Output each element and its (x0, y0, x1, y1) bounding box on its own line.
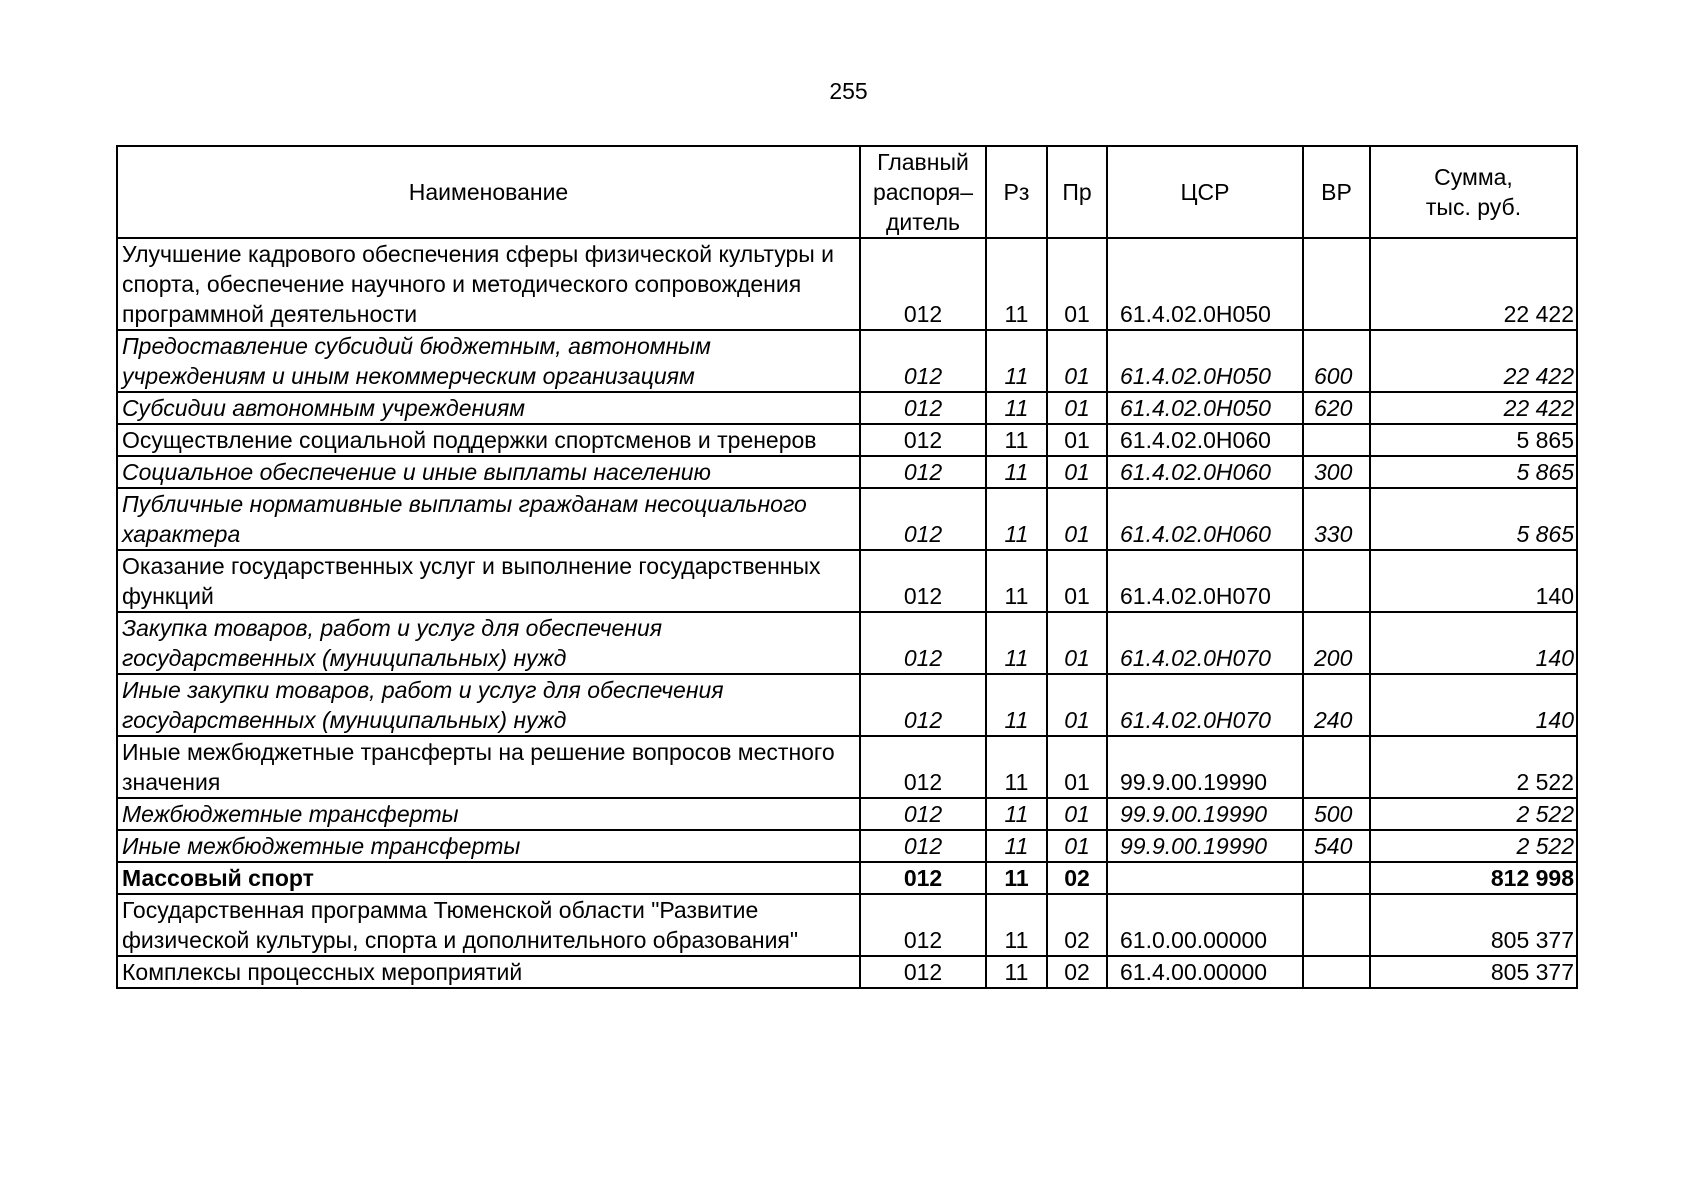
table-row (117, 612, 1577, 674)
row-main-manager: 012 (860, 550, 986, 612)
row-name: Иные закупки товаров, работ и услуг для обеспечения государственных (муниципальных) нужд (117, 674, 860, 736)
header-main-manager (860, 146, 986, 238)
row-rz: 11 (986, 798, 1047, 830)
row-main-manager: 012 (860, 674, 986, 736)
row-rz: 11 (986, 488, 1047, 550)
row-name: Социальное обеспечение и иные выплаты населению (117, 456, 860, 488)
table-row (117, 736, 1577, 798)
row-rz: 11 (986, 956, 1047, 988)
table-row (117, 550, 1577, 612)
row-main-manager: 012 (860, 238, 986, 330)
row-pr: 01 (1047, 798, 1107, 830)
row-vr: 300 (1303, 456, 1370, 488)
table-header-row (117, 146, 1577, 238)
page-number: 255 (829, 78, 868, 104)
table-row (117, 830, 1577, 862)
row-name: Комплексы процессных мероприятий (117, 956, 860, 988)
row-main-manager: 012 (860, 488, 986, 550)
row-pr: 01 (1047, 736, 1107, 798)
header-pr: Пр (1047, 146, 1107, 238)
row-vr (1303, 894, 1370, 956)
row-pr: 01 (1047, 612, 1107, 674)
row-csr: 61.0.00.00000 (1107, 894, 1303, 956)
row-rz: 11 (986, 736, 1047, 798)
row-sum: 5 865 (1370, 456, 1577, 488)
row-vr (1303, 736, 1370, 798)
row-vr (1303, 424, 1370, 456)
row-vr (1303, 862, 1370, 894)
row-rz: 11 (986, 424, 1047, 456)
row-name: Субсидии автономным учреждениям (117, 392, 860, 424)
row-name: Оказание государственных услуг и выполнение государственных функций (117, 550, 860, 612)
header-rz: Рз (986, 146, 1047, 238)
row-pr: 02 (1047, 894, 1107, 956)
row-name: Иные межбюджетные трансферты на решение вопросов местного значения (117, 736, 860, 798)
row-name: Публичные нормативные выплаты гражданам несоциального характера (117, 488, 860, 550)
row-vr: 600 (1303, 330, 1370, 392)
row-sum: 140 (1370, 612, 1577, 674)
row-rz: 11 (986, 392, 1047, 424)
header-main-manager-line3: дитель (886, 209, 960, 235)
row-pr: 01 (1047, 550, 1107, 612)
row-csr (1107, 862, 1303, 894)
row-sum: 22 422 (1370, 330, 1577, 392)
row-vr: 330 (1303, 488, 1370, 550)
row-csr: 61.4.02.0Н070 (1107, 674, 1303, 736)
header-main-manager-line1: Главный (877, 149, 969, 175)
row-sum: 140 (1370, 550, 1577, 612)
row-csr: 61.4.02.0Н060 (1107, 488, 1303, 550)
row-vr (1303, 238, 1370, 330)
row-sum: 22 422 (1370, 392, 1577, 424)
row-csr: 61.4.02.0Н070 (1107, 612, 1303, 674)
row-vr: 500 (1303, 798, 1370, 830)
row-rz: 11 (986, 674, 1047, 736)
row-csr: 99.9.00.19990 (1107, 830, 1303, 862)
table-row (117, 424, 1577, 456)
row-csr: 61.4.02.0Н050 (1107, 330, 1303, 392)
row-csr: 61.4.02.0Н050 (1107, 238, 1303, 330)
table-row (117, 798, 1577, 830)
header-csr: ЦСР (1107, 146, 1303, 238)
row-name: Улучшение кадрового обеспечения сферы физической культуры и спорта, обеспечение научного и методического сопровождения программной деятельности (117, 238, 860, 330)
row-pr: 01 (1047, 238, 1107, 330)
row-csr: 61.4.02.0Н050 (1107, 392, 1303, 424)
table-row (117, 330, 1577, 392)
row-rz: 11 (986, 238, 1047, 330)
row-main-manager: 012 (860, 736, 986, 798)
row-pr: 02 (1047, 862, 1107, 894)
row-main-manager: 012 (860, 830, 986, 862)
row-pr: 01 (1047, 424, 1107, 456)
row-sum: 2 522 (1370, 798, 1577, 830)
row-main-manager: 012 (860, 330, 986, 392)
row-main-manager: 012 (860, 862, 986, 894)
row-main-manager: 012 (860, 392, 986, 424)
table-row (117, 392, 1577, 424)
row-pr: 01 (1047, 456, 1107, 488)
row-sum: 5 865 (1370, 488, 1577, 550)
row-pr: 01 (1047, 674, 1107, 736)
row-vr: 200 (1303, 612, 1370, 674)
header-sum-line2: тыс. руб. (1425, 194, 1522, 220)
row-vr: 540 (1303, 830, 1370, 862)
row-vr (1303, 956, 1370, 988)
row-name: Закупка товаров, работ и услуг для обеспечения государственных (муниципальных) нужд (117, 612, 860, 674)
row-main-manager: 012 (860, 424, 986, 456)
row-sum: 5 865 (1370, 424, 1577, 456)
row-main-manager: 012 (860, 456, 986, 488)
table-row (117, 456, 1577, 488)
row-rz: 11 (986, 862, 1047, 894)
header-sum-line1: Сумма, (1434, 164, 1513, 190)
header-name: Наименование (117, 146, 860, 238)
row-vr (1303, 550, 1370, 612)
row-sum: 812 998 (1370, 862, 1577, 894)
header-sum (1370, 146, 1577, 238)
row-name: Иные межбюджетные трансферты (117, 830, 860, 862)
table-body (117, 238, 1577, 988)
row-sum: 805 377 (1370, 956, 1577, 988)
row-main-manager: 012 (860, 612, 986, 674)
row-vr: 620 (1303, 392, 1370, 424)
row-pr: 01 (1047, 488, 1107, 550)
row-main-manager: 012 (860, 956, 986, 988)
row-pr: 01 (1047, 330, 1107, 392)
row-rz: 11 (986, 330, 1047, 392)
row-rz: 11 (986, 550, 1047, 612)
row-csr: 61.4.02.0Н060 (1107, 424, 1303, 456)
row-rz: 11 (986, 830, 1047, 862)
row-name: Государственная программа Тюменской области "Развитие физической культуры, спорта и дополнительного образования" (117, 894, 860, 956)
header-main-manager-line2: распоря– (872, 179, 974, 205)
table-row (117, 488, 1577, 550)
row-csr: 61.4.02.0Н070 (1107, 550, 1303, 612)
row-name: Предоставление субсидий бюджетным, автономным учреждениям и иным некоммерческим организациям (117, 330, 860, 392)
row-sum: 2 522 (1370, 830, 1577, 862)
table-row (117, 238, 1577, 330)
row-sum: 2 522 (1370, 736, 1577, 798)
row-sum: 140 (1370, 674, 1577, 736)
table-row (117, 956, 1577, 988)
row-rz: 11 (986, 894, 1047, 956)
row-vr: 240 (1303, 674, 1370, 736)
row-csr: 61.4.02.0Н060 (1107, 456, 1303, 488)
row-rz: 11 (986, 612, 1047, 674)
table-row (117, 894, 1577, 956)
row-pr: 02 (1047, 956, 1107, 988)
row-main-manager: 012 (860, 894, 986, 956)
row-main-manager: 012 (860, 798, 986, 830)
row-csr: 99.9.00.19990 (1107, 798, 1303, 830)
row-csr: 99.9.00.19990 (1107, 736, 1303, 798)
budget-table (116, 145, 1578, 989)
row-rz: 11 (986, 456, 1047, 488)
row-name: Межбюджетные трансферты (117, 798, 860, 830)
row-name: Массовый спорт (117, 862, 860, 894)
header-vr: ВР (1303, 146, 1370, 238)
row-pr: 01 (1047, 392, 1107, 424)
table-row (117, 674, 1577, 736)
table-row (117, 862, 1577, 894)
row-sum: 805 377 (1370, 894, 1577, 956)
row-name: Осуществление социальной поддержки спортсменов и тренеров (117, 424, 860, 456)
row-csr: 61.4.00.00000 (1107, 956, 1303, 988)
row-sum: 22 422 (1370, 238, 1577, 330)
row-pr: 01 (1047, 830, 1107, 862)
